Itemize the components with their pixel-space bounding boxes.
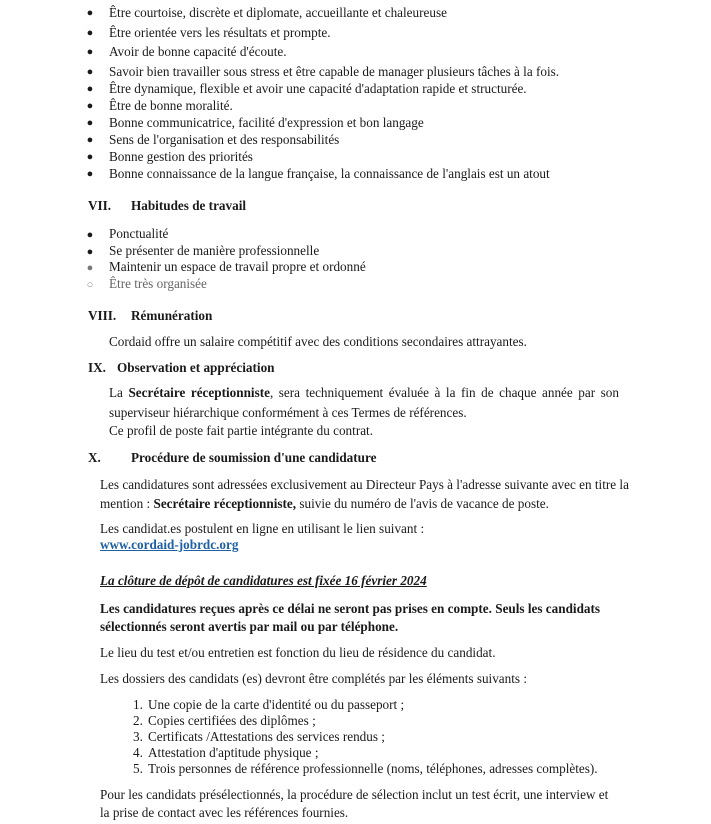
list-item: 1. Une copie de la carte d'identité ou du passeport ;	[133, 697, 405, 712]
bullet-icon: ●	[86, 151, 94, 163]
list-item: Être très organisée	[109, 276, 207, 291]
section-number: VIII.	[88, 308, 117, 323]
list-item: Bonne communicatrice, facilité d'expression et bon langage	[109, 115, 424, 130]
paragraph: Le lieu du test et/ou entretien est fonction du lieu de résidence du candidat.	[100, 645, 496, 660]
section-number: IX.	[88, 360, 106, 375]
list-item: 4. Attestation d'aptitude physique ;	[133, 745, 319, 760]
paragraph-line: la prise de contact avec les références fournies.	[100, 805, 349, 820]
list-item: Savoir bien travailler sous stress et être capable de manager plusieurs tâches à la fois.	[109, 64, 560, 79]
job-title: Secrétaire réceptionniste	[128, 385, 270, 400]
paragraph-line: Les candidatures sont adressées exclusivement au Directeur Pays à l'adresse suivante avec en titre la	[100, 477, 629, 492]
paragraph-line: mention : Secrétaire réceptionniste, suivie du numéro de l'avis de vacance de poste.	[100, 496, 549, 511]
list-item: Être courtoise, discrète et diplomate, accueillante et chaleureuse	[109, 5, 447, 20]
section-title: Observation et appréciation	[117, 360, 275, 375]
bullet-icon: ●	[86, 66, 94, 78]
bullet-icon: ●	[86, 262, 94, 274]
bullet-icon: ●	[86, 27, 94, 39]
paragraph-line: Pour les candidats présélectionnés, la procédure de sélection inclut un test écrit, une interview et	[100, 787, 609, 802]
paragraph: Les candidat.es postulent en ligne en utilisant le lien suivant :	[100, 521, 425, 536]
list-item: Ponctualité	[109, 226, 169, 241]
warning-line: sélectionnés seront avertis par mail ou par téléphone.	[100, 619, 399, 634]
section-title: Rémunération	[131, 308, 213, 323]
application-link[interactable]: www.cordaid-jobrdc.org	[100, 537, 239, 552]
list-item: Être dynamique, flexible et avoir une capacité d'adaptation rapide et structurée.	[109, 81, 527, 96]
list-item: 2. Copies certifiées des diplômes ;	[133, 713, 316, 728]
section-number: X.	[88, 450, 101, 465]
list-item: Avoir de bonne capacité d'écoute.	[109, 44, 287, 59]
section-title: Habitudes de travail	[131, 198, 247, 213]
bullet-icon: ●	[86, 168, 94, 180]
bullet-icon: ●	[86, 117, 94, 129]
list-item: Maintenir un espace de travail propre et ordonné	[109, 259, 366, 274]
bullet-icon: ●	[86, 134, 94, 146]
section-title: Procédure de soumission d'une candidature	[131, 450, 377, 465]
bullet-icon: ●	[86, 100, 94, 112]
list-item: Être orientée vers les résultats et prompte.	[109, 25, 331, 40]
bullet-icon: ●	[86, 7, 94, 19]
list-item: Bonne gestion des priorités	[109, 149, 253, 164]
bullet-icon: ●	[86, 246, 94, 258]
paragraph: La Secrétaire réceptionniste, sera techniquement évaluée à la fin de chaque année par son superviseur hiérarchique conformément à ces Termes de références.	[109, 385, 619, 420]
paragraph: Les dossiers des candidats (es) devront être complétés par les éléments suivants :	[100, 671, 528, 686]
paragraph: Cordaid offre un salaire compétitif avec des conditions secondaires attrayantes.	[109, 334, 527, 349]
list-item: Se présenter de manière professionnelle	[109, 243, 320, 258]
bullet-icon: ●	[86, 229, 94, 241]
bullet-icon: ●	[86, 83, 94, 95]
bullet-icon: ●	[86, 46, 94, 58]
list-item: 3. Certificats /Attestations des services rendus ;	[133, 729, 385, 744]
list-item: Sens de l'organisation et des responsabilités	[109, 132, 340, 147]
list-item: Bonne connaissance de la langue française, la connaissance de l'anglais est un atout	[109, 166, 550, 181]
warning-line: Les candidatures reçues après ce délai ne seront pas prises en compte. Seuls les candidats	[100, 601, 601, 616]
list-item: 5. Trois personnes de référence professionnelle (noms, téléphones, adresses complètes).	[133, 761, 598, 776]
section-number: VII.	[88, 198, 112, 213]
paragraph: Ce profil de poste fait partie intégrante du contrat.	[109, 423, 374, 438]
bullet-icon: ○	[86, 279, 94, 291]
list-item: Être de bonne moralité.	[109, 98, 233, 113]
deadline-notice: La clôture de dépôt de candidatures est fixée 16 février 2024	[100, 573, 427, 588]
job-title: Secrétaire réceptionniste,	[153, 496, 297, 511]
